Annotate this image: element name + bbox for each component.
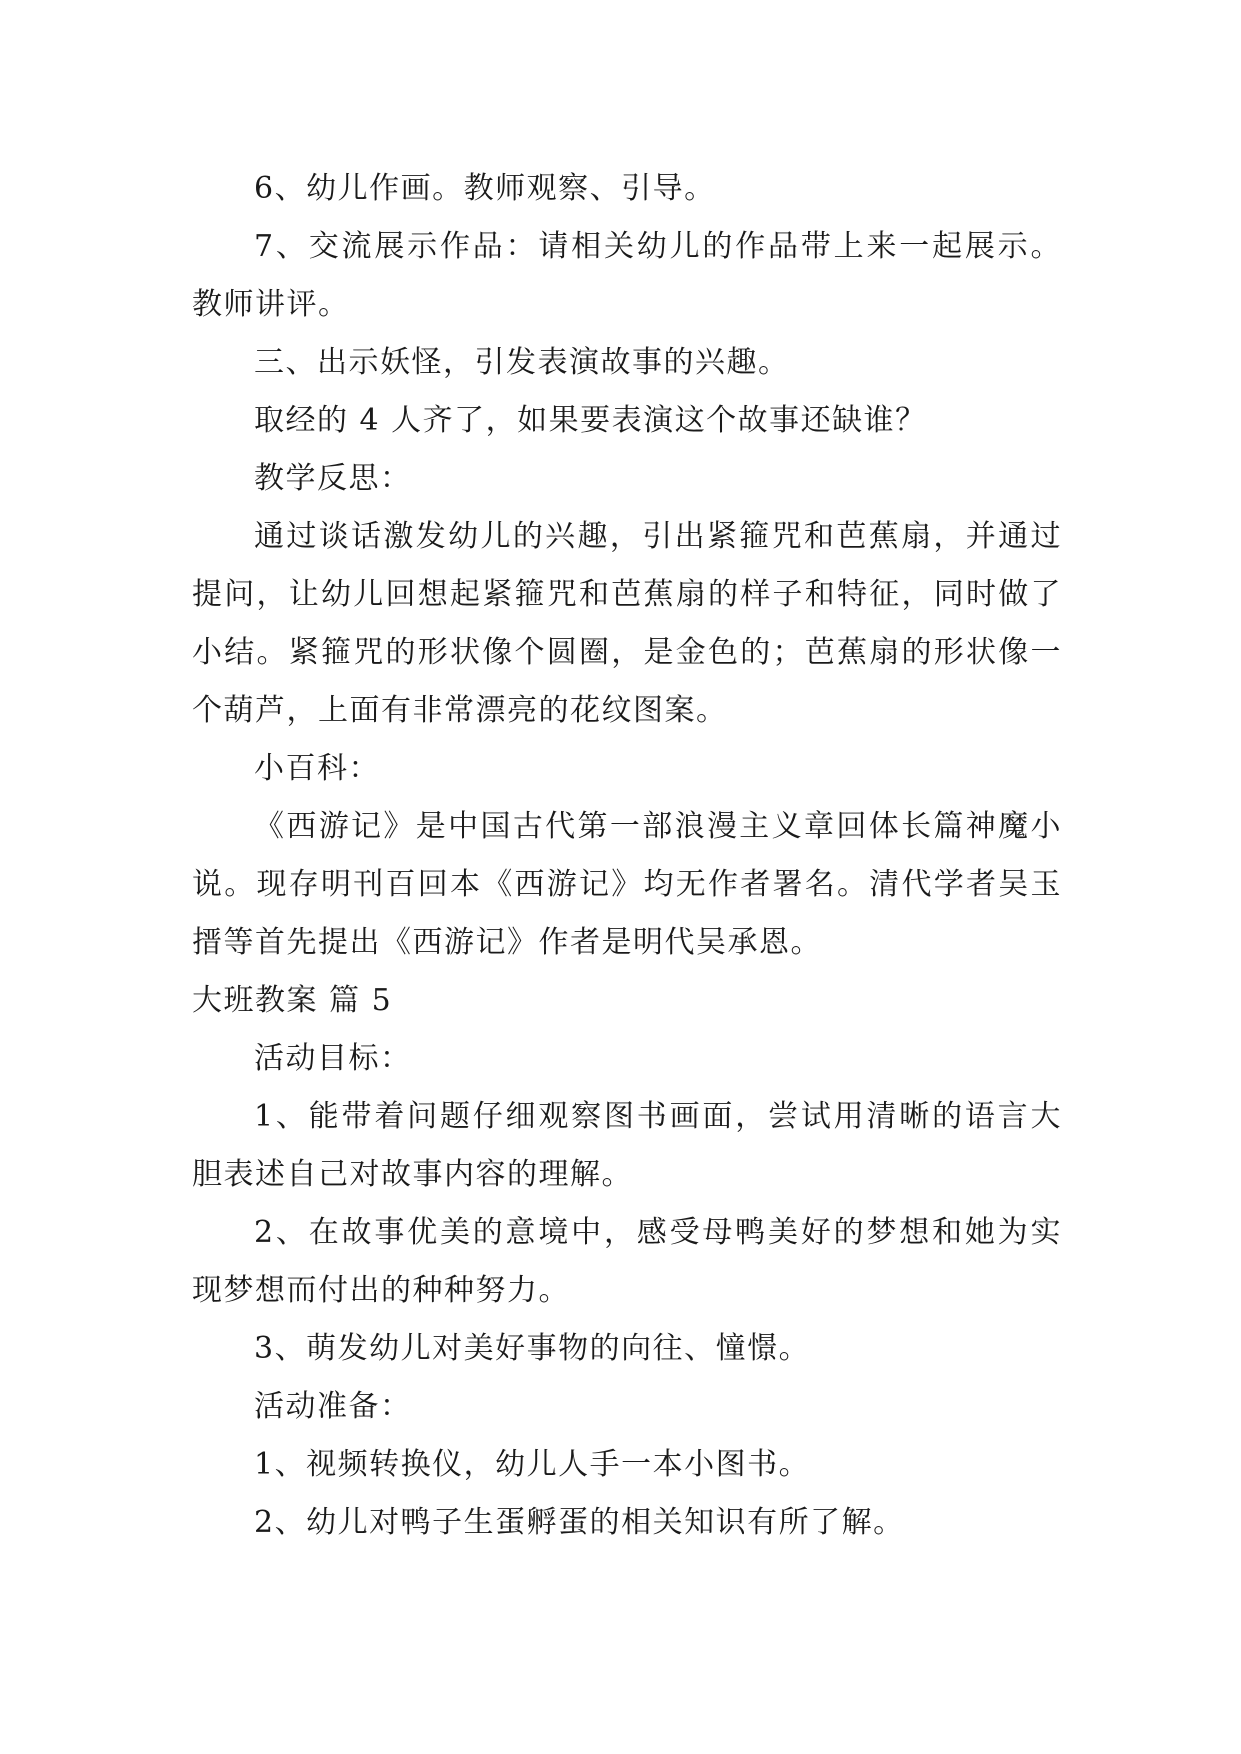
paragraph-encyclopedia: 《西游记》是中国古代第一部浪漫主义章回体长篇神魔小说。现存明刊百回本《西游记》均无作者署名。清代学者吴玉搢等首先提出《西游记》作者是明代吴承恩。	[192, 809, 1062, 960]
heading-teaching-reflection: 教学反思：	[254, 461, 412, 496]
document-body	[192, 160, 1062, 1552]
heading-activity-preparation: 活动准备：	[254, 1389, 412, 1424]
paragraph-question: 取经的 4 人齐了，如果要表演这个故事还缺谁？	[254, 403, 927, 438]
goal-item-3: 3、萌发幼儿对美好事物的向往、憧憬。	[254, 1331, 811, 1366]
heading-encyclopedia: 小百科：	[254, 751, 380, 786]
heading-activity-goals: 活动目标：	[254, 1041, 412, 1076]
goal-item-2: 2、在故事优美的意境中，感受母鸭美好的梦想和她为实现梦想而付出的种种努力。	[192, 1215, 1062, 1308]
section-title-lesson-5: 大班教案 篇 5	[192, 983, 393, 1018]
goal-item-1: 1、能带着问题仔细观察图书画面，尝试用清晰的语言大胆表述自己对故事内容的理解。	[192, 1099, 1062, 1192]
preparation-item-1: 1、视频转换仪，幼儿人手一本小图书。	[254, 1447, 811, 1482]
paragraph-step-6: 6、幼儿作画。教师观察、引导。	[254, 171, 716, 206]
paragraph-step-7: 7、交流展示作品：请相关幼儿的作品带上来一起展示。教师讲评。	[192, 229, 1062, 322]
paragraph-section-3: 三、出示妖怪，引发表演故事的兴趣。	[254, 345, 790, 380]
paragraph-reflection: 通过谈话激发幼儿的兴趣，引出紧箍咒和芭蕉扇，并通过提问，让幼儿回想起紧箍咒和芭蕉扇的样子和特征，同时做了小结。紧箍咒的形状像个圆圈，是金色的；芭蕉扇的形状像一个葫芦，上面有非常漂亮的花纹图案。	[192, 519, 1062, 728]
preparation-item-2: 2、幼儿对鸭子生蛋孵蛋的相关知识有所了解。	[254, 1505, 905, 1540]
